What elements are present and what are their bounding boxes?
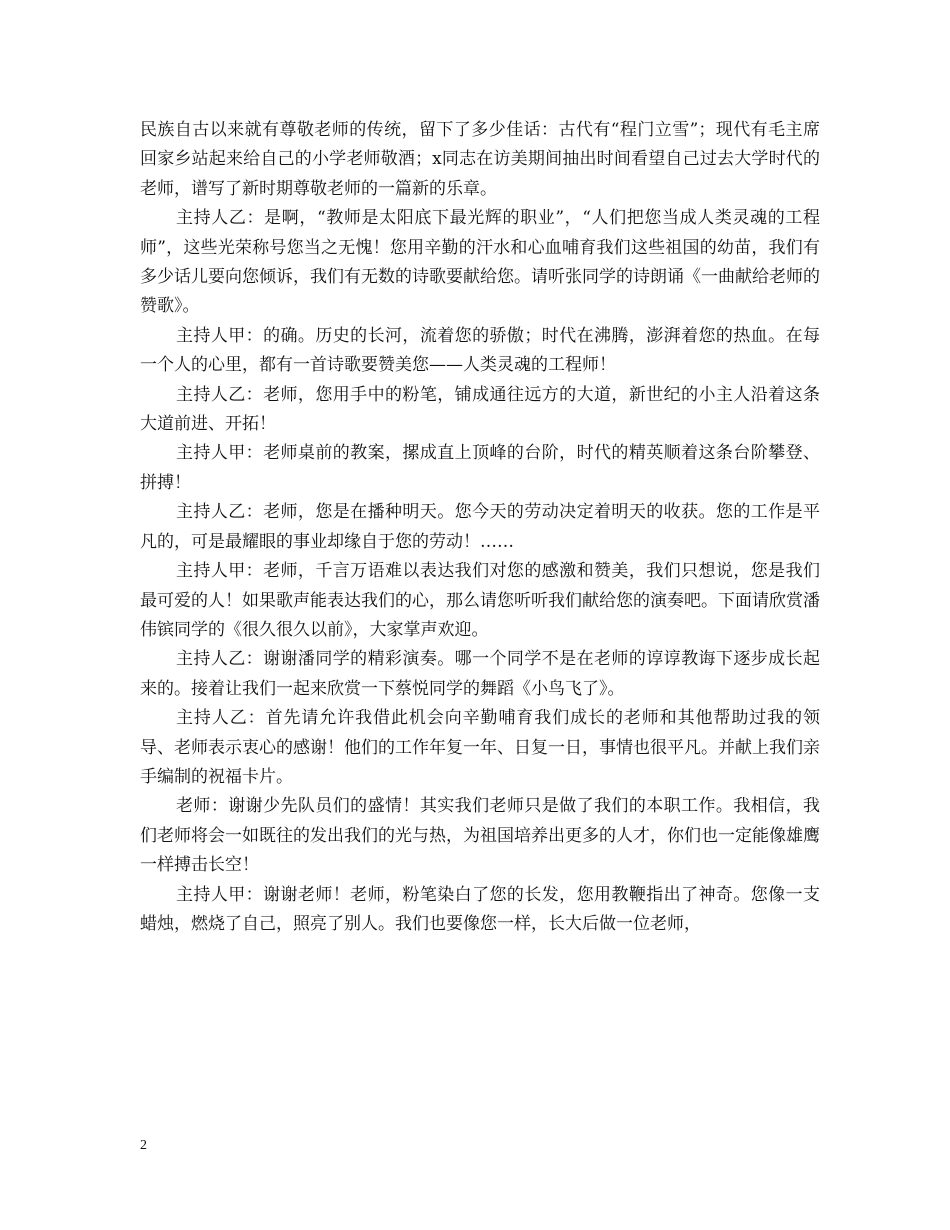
page-number: 2 bbox=[140, 1138, 147, 1153]
paragraph-5: 主持人甲：老师桌前的教案，摞成直上顶峰的台阶，时代的精英顺着这条台阶攀登、拼搏！ bbox=[140, 443, 820, 493]
paragraph-3: 主持人甲：的确。历史的长河，流着您的骄傲；时代在沸腾，澎湃着您的热血。在每一个人的心里，都有一首诗歌要赞美您——人类灵魂的工程师！ bbox=[140, 325, 820, 376]
paragraph-1: 民族自古以来就有尊敬老师的传统，留下了多少佳话：古代有“程门立雪”；现代有毛主席回家乡站起来给自己的小学老师敬酒；x同志在访美期间抽出时间看望自己过去大学时代的老师，谱写了新时期尊敬老师的一篇新的乐章。 bbox=[140, 120, 820, 199]
document-body bbox=[140, 116, 820, 939]
paragraph-4: 主持人乙：老师，您用手中的粉笔，铺成通往远方的大道，新世纪的小主人沿着这条大道前进、开拓！ bbox=[140, 384, 820, 435]
paragraph-10: 老师：谢谢少先队员们的盛情！其实我们老师只是做了我们的本职工作。我相信，我们老师将会一如既往的发出我们的光与热，为祖国培养出更多的人才，你们也一定能像雄鹰一样搏击长空！ bbox=[140, 796, 820, 876]
paragraph-9: 主持人乙：首先请允许我借此机会向辛勤哺育我们成长的老师和其他帮助过我的领导、老师表示衷心的感谢！他们的工作年复一年、日复一日，事情也很平凡。并献上我们亲手编制的祝福卡片。 bbox=[140, 708, 820, 787]
paragraph-11: 主持人甲：谢谢老师！老师，粉笔染白了您的长发，您用教鞭指出了神奇。您像一支蜡烛，燃烧了自己，照亮了别人。我们也要像您一样，长大后做一位老师， bbox=[140, 884, 820, 934]
paragraph-2: 主持人乙：是啊，“教师是太阳底下最光辉的职业”，“人们把您当成人类灵魂的工程师”，这些光荣称号您当之无愧！您用辛勤的汗水和心血哺育我们这些祖国的幼苗，我们有多少话儿要向您倾诉，我们有无数的诗歌要献给您。请听张同学的诗朗诵《一曲献给老师的赞歌》。 bbox=[140, 208, 820, 317]
paragraph-7: 主持人甲：老师，千言万语难以表达我们对您的感激和赞美，我们只想说，您是我们最可爱的人！如果歌声能表达我们的心，那么请您听听我们献给您的演奏吧。下面请欣赏潘伟镔同学的《很久很久以前》，大家掌声欢迎。 bbox=[140, 561, 820, 640]
paragraph-8: 主持人乙：谢谢潘同学的精彩演奏。哪一个同学不是在老师的谆谆教诲下逐步成长起来的。接着让我们一起来欣赏一下蔡悦同学的舞蹈《小鸟飞了》。 bbox=[140, 649, 820, 699]
paragraph-6: 主持人乙：老师，您是在播种明天。您今天的劳动决定着明天的收获。您的工作是平凡的，可是最耀眼的事业却缘自于您的劳动！…… bbox=[140, 502, 820, 552]
